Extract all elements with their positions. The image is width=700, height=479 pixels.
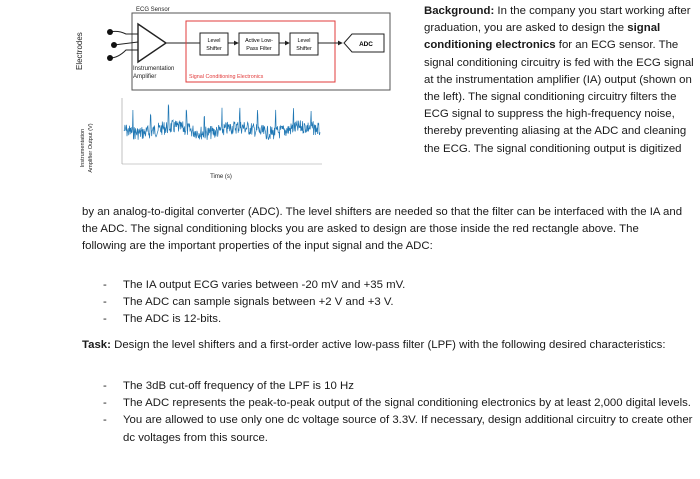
level-shifter-2-line2: Shifter	[296, 46, 312, 52]
signal-conditioning-label: Signal Conditioning Electronics	[189, 74, 264, 80]
ecg-figure	[75, 0, 418, 200]
plot-ylabel-line2: Amplifier Output (V)	[88, 123, 94, 173]
task-text: Design the level shifters and a first-order active low-pass filter (LPF) with the following desired characteristics:	[110, 339, 666, 351]
background-text-1: In the company you start working after graduation, you are asked to design the	[424, 5, 691, 35]
level-shifter-1-line2: Shifter	[206, 46, 222, 52]
electrode-dot-mid	[111, 42, 117, 48]
background-text-2: for an ECG sensor. The signal conditioning circuitry is fed with the ECG signal at the instrumentation amplifier (IA) output (shown on the left). The signal conditioning circuitry filters the ECG signal to suppress the high-frequency noise, thereby preventing aliasing at the ADC and cleaning the ECG. The signal conditioning output is digitized	[424, 39, 694, 155]
list-item: - The 3dB cut-off frequency of the LPF is 10 Hz	[103, 380, 354, 392]
ecg-sensor-label: ECG Sensor	[136, 7, 170, 13]
list-item: - The ADC is 12-bits.	[103, 313, 222, 326]
background-label: Background:	[424, 5, 495, 17]
electrode-dot-top	[107, 29, 113, 35]
ecg-signal-trace	[124, 105, 320, 140]
amplifier-label-line2: Amplifier	[133, 74, 157, 80]
list-item: - The ADC represents the peak-to-peak output of the signal conditioning electronics by at least 2,000 digital levels.	[103, 397, 691, 410]
electrode-lead-top	[110, 31, 138, 34]
lpf-line2: Pass Filter	[246, 46, 272, 52]
amplifier-label-line1: Instrumentation	[133, 66, 175, 72]
list-item: - The ADC can sample signals between +2 V and +3 V.	[103, 296, 394, 309]
task-paragraph	[82, 337, 686, 354]
electrode-lead-mid	[114, 42, 138, 45]
ecg-plot	[80, 98, 322, 180]
list-item: - The IA output ECG varies between -20 mV and +35 mV.	[103, 279, 406, 291]
electrode-dot-bottom	[107, 55, 113, 61]
level-shifter-2-line1: Level	[297, 38, 311, 44]
electrode-lead-bottom	[110, 50, 138, 58]
background-paragraph	[424, 3, 694, 158]
background-continued: by an analog-to-digital converter (ADC). The level shifters are needed so that the filter can be interfaced with the IA and the ADC. The signal conditioning blocks you are asked to design are those inside the red rectangle above. The following are the important properties of the input signal and the ADC:	[82, 206, 683, 253]
plot-xlabel: Time (s)	[210, 174, 232, 180]
background-bold-1: signal conditioning electronics	[424, 22, 661, 52]
task-label: Task:	[82, 339, 111, 351]
lpf-line1: Active Low-	[245, 38, 273, 44]
characteristics-list	[103, 378, 693, 447]
list-item: - You are allowed to use only one dc voltage source of 3.3V. If necessary, design additional circuitry to create other dc voltages from this source.	[103, 414, 693, 444]
block-diagram-svg	[75, 0, 418, 200]
properties-list	[103, 277, 693, 329]
instrumentation-amplifier-symbol	[138, 24, 166, 62]
adc-label: ADC	[359, 41, 373, 48]
level-shifter-1-line1: Level	[207, 38, 221, 44]
electrodes-label: Electrodes	[75, 32, 84, 70]
plot-ylabel-line1: Instrumentation	[80, 128, 86, 168]
